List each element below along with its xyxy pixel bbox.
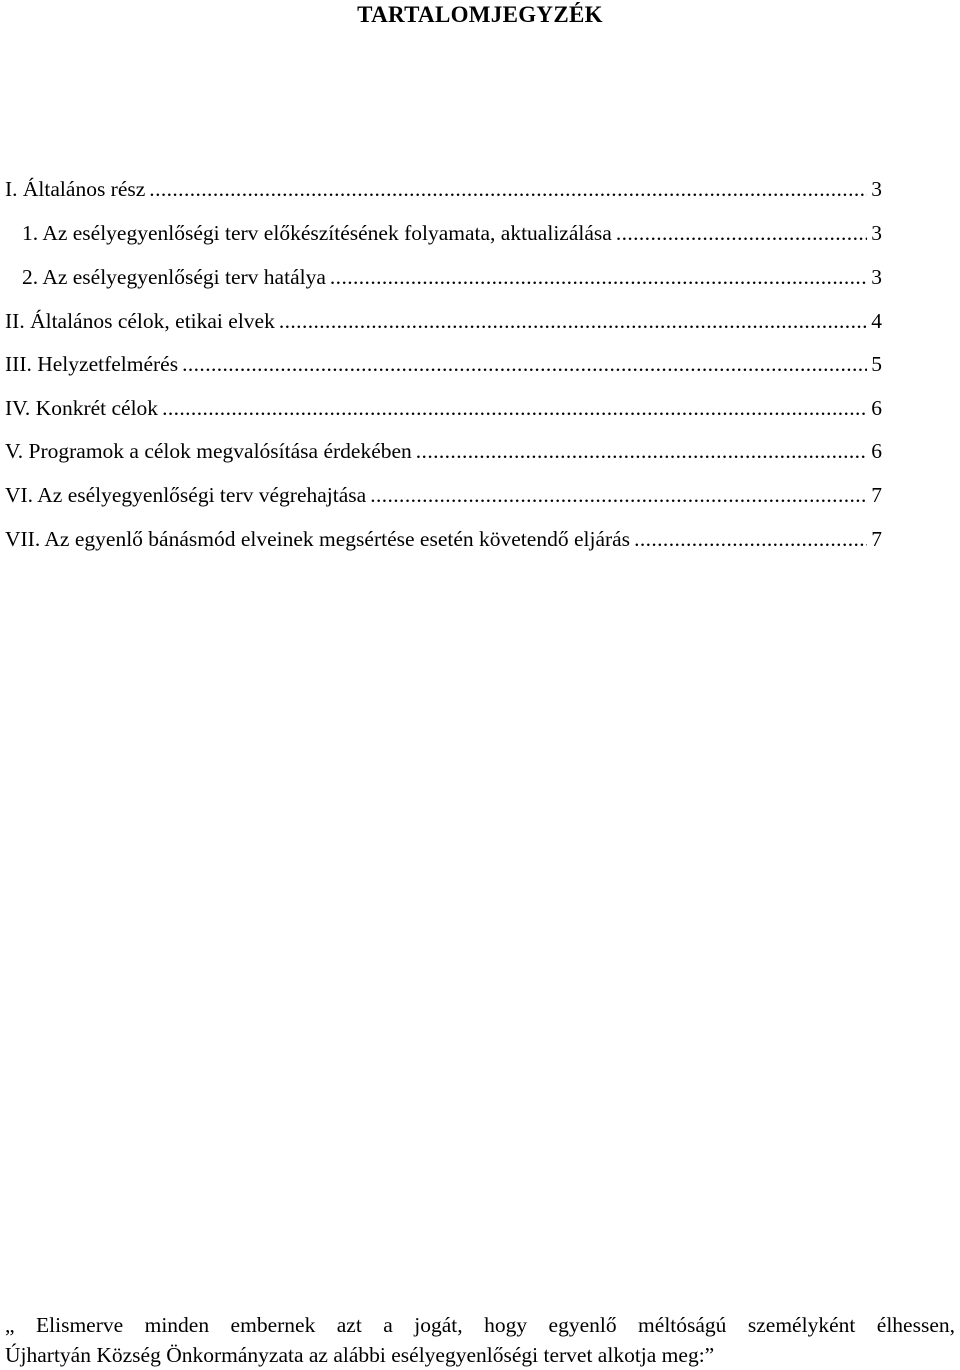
toc-page-number: 7 bbox=[871, 483, 882, 507]
toc-entry-altalanos-resz[interactable] bbox=[5, 174, 882, 204]
toc-dot-leader bbox=[634, 524, 867, 554]
page-title: TARTALOMJEGYZÉK bbox=[357, 2, 603, 27]
toc-page-number: 7 bbox=[871, 527, 882, 551]
toc-dot-leader bbox=[162, 393, 867, 423]
toc-entry-vegrehajtasa[interactable] bbox=[5, 480, 882, 510]
toc-dot-leader bbox=[149, 174, 867, 204]
toc-entry-hatalya[interactable] bbox=[22, 262, 882, 292]
toc-entry-label: II. Általános célok, etikai elvek bbox=[5, 309, 275, 333]
preamble-line-1: „ Elismerve minden embernek azt a jogát, hogy egyenlő méltóságú személyként élhessen, bbox=[5, 1313, 955, 1337]
toc-dot-leader bbox=[370, 480, 867, 510]
toc-page-number: 4 bbox=[871, 309, 882, 333]
toc-entry-label: 1. Az esélyegyenlőségi terv előkészítésének folyamata, aktualizálása bbox=[22, 221, 612, 245]
toc-dot-leader bbox=[279, 306, 867, 336]
toc-page-number: 6 bbox=[871, 396, 882, 420]
toc-dot-leader bbox=[330, 262, 867, 292]
toc-page-number: 6 bbox=[871, 439, 882, 463]
toc-entry-label: I. Általános rész bbox=[5, 177, 146, 201]
toc-entry-label: VI. Az esélyegyenlőségi terv végrehajtása bbox=[5, 483, 367, 507]
toc-dot-leader bbox=[616, 218, 867, 248]
toc-entry-label: 2. Az esélyegyenlőségi terv hatálya bbox=[22, 265, 326, 289]
toc-page-number: 5 bbox=[871, 352, 882, 376]
toc-entry-label: IV. Konkrét célok bbox=[5, 396, 159, 420]
toc-entry-programok[interactable] bbox=[5, 436, 882, 466]
toc-page-number: 3 bbox=[871, 221, 882, 245]
toc-entry-helyzetfelmeres[interactable] bbox=[5, 349, 882, 379]
toc-entry-elokeszites[interactable] bbox=[22, 218, 882, 248]
toc-entry-konkret-celok[interactable] bbox=[5, 393, 882, 423]
toc-page-number: 3 bbox=[871, 177, 882, 201]
toc-dot-leader bbox=[182, 349, 867, 379]
toc-dot-leader bbox=[416, 436, 867, 466]
toc-entry-label: V. Programok a célok megvalósítása érdekében bbox=[5, 439, 412, 463]
toc-entry-altalanos-celok[interactable] bbox=[5, 306, 882, 336]
toc-page-number: 3 bbox=[871, 265, 882, 289]
toc-entry-egyenlo-banasmod[interactable] bbox=[5, 524, 882, 554]
preamble-line-2: Újhartyán Község Önkormányzata az alábbi esélyegyenlőségi tervet alkotja meg:” bbox=[5, 1343, 715, 1367]
toc-entry-label: III. Helyzetfelmérés bbox=[5, 352, 179, 376]
toc-entry-label: VII. Az egyenlő bánásmód elveinek megsértése esetén követendő eljárás bbox=[5, 527, 631, 551]
